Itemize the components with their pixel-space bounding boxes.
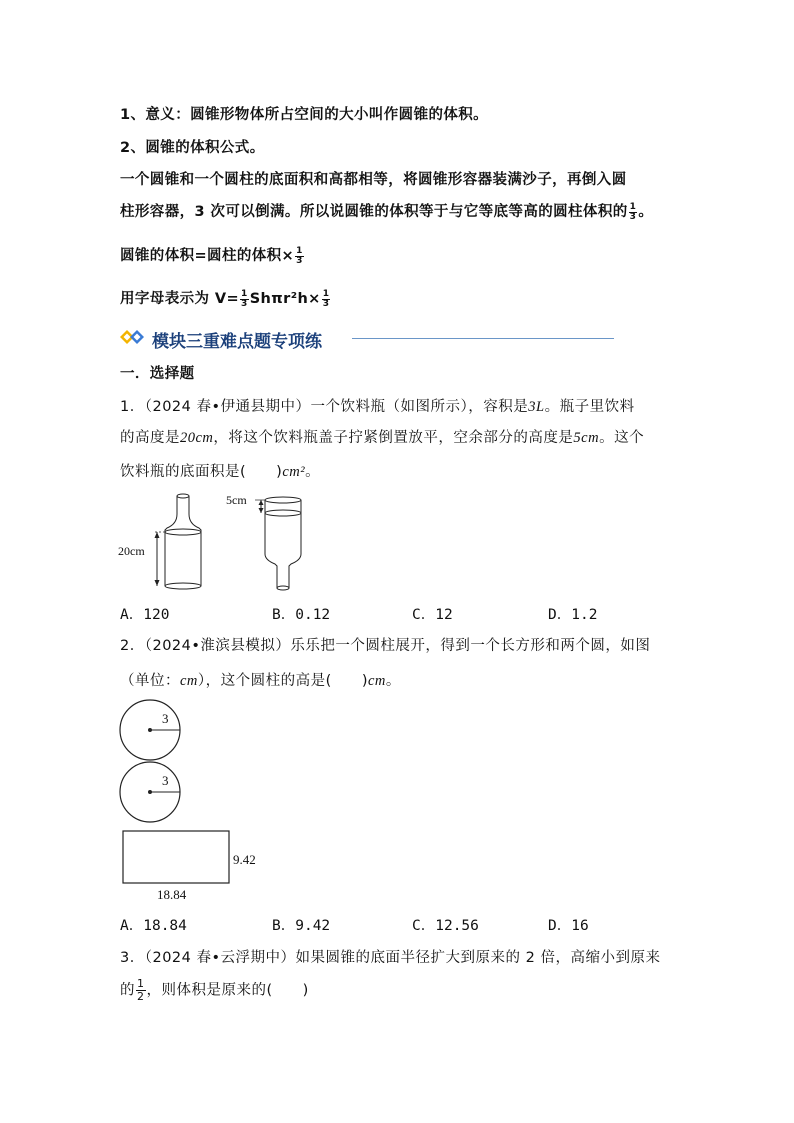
letter-formula-prefix: 用字母表示为 V=: [120, 291, 240, 307]
letter-formula-mid: Shπr²h×: [249, 291, 321, 307]
knowledge-line-6: [120, 287, 331, 309]
q2-option-c[interactable]: C．12.56: [412, 918, 479, 934]
fraction-one-third: $\frac{1}{3}$: [241, 288, 248, 309]
q2-option-b[interactable]: B．9.42: [272, 918, 331, 934]
fraction-one-third: $\frac{1}{3}$: [629, 201, 637, 222]
knowledge-line-1: 1、意义：圆锥形物体所占空间的大小叫作圆锥的体积。: [120, 107, 489, 123]
q3-line-2: 的 $\frac{1}{2}$ ，则体积是原来的( ): [120, 977, 309, 1003]
cone-volume-formula: 圆锥的体积=圆柱的体积×: [120, 248, 295, 264]
rect-height-label: 9.42: [233, 852, 256, 867]
section-divider: [352, 338, 614, 339]
circle-1-radius: 3: [162, 711, 169, 726]
q1-option-d[interactable]: D．1.2: [548, 607, 598, 623]
bottle-figure: [115, 488, 315, 596]
part-title: 一．选择题: [120, 366, 195, 382]
q2-option-a[interactable]: A．18.84: [120, 918, 187, 934]
q2-option-d[interactable]: D．16: [548, 918, 589, 934]
fig-label-20cm: 20cm: [118, 544, 145, 558]
q1-line-2: 的高度是20cm，将这个饮料瓶盖子拧紧倒置放平，空余部分的高度是5cm。这个: [120, 430, 645, 446]
cylinder-net-figure: [115, 696, 275, 906]
section-title: 模块三重难点题专项练: [152, 332, 322, 352]
q1-option-a[interactable]: A．120: [120, 607, 170, 623]
q1-option-b[interactable]: B．0.12: [272, 607, 331, 623]
q2-line-1: 2．（2024•淮滨县模拟）乐乐把一个圆柱展开，得到一个长方形和两个圆，如图: [120, 638, 651, 654]
fraction-one-half: $\frac{1}{2}$: [137, 977, 145, 1003]
q1-line-1: 1．（2024 春•伊通县期中）一个饮料瓶（如图所示），容积是3L。瓶子里饮料: [120, 399, 635, 415]
fig-label-5cm: 5cm: [226, 493, 247, 507]
rect-width-label: 18.84: [157, 887, 187, 902]
knowledge-line-4-text: 柱形容器，3 次可以倒满。所以说圆锥的体积等于与它等底等高的圆柱体积的: [120, 204, 628, 220]
q1-option-c[interactable]: C．12: [412, 607, 453, 623]
fraction-one-third: $\frac{1}{3}$: [322, 288, 330, 309]
knowledge-line-4: 柱形容器，3 次可以倒满。所以说圆锥的体积等于与它等底等高的圆柱体积的 $\frac{1}{3}$ 。: [120, 201, 654, 222]
knowledge-line-5: [120, 244, 305, 266]
double-diamond-icon: [120, 327, 150, 347]
q3-line-1: 3．（2024 春•云浮期中）如果圆锥的底面半径扩大到原来的 2 倍，高缩小到原来: [120, 950, 661, 966]
knowledge-line-2: 2、圆锥的体积公式。: [120, 140, 265, 156]
q2-line-2: （单位：cm），这个圆柱的高是( )cm。: [120, 673, 401, 689]
q1-line-3: 饮料瓶的底面积是( )cm²。: [120, 464, 321, 480]
fraction-one-third: $\frac{1}{3}$: [296, 245, 303, 266]
circle-2-radius: 3: [162, 773, 169, 788]
knowledge-line-3: 一个圆锥和一个圆柱的底面积和高都相等，将圆锥形容器装满沙子，再倒入圆: [120, 172, 627, 188]
